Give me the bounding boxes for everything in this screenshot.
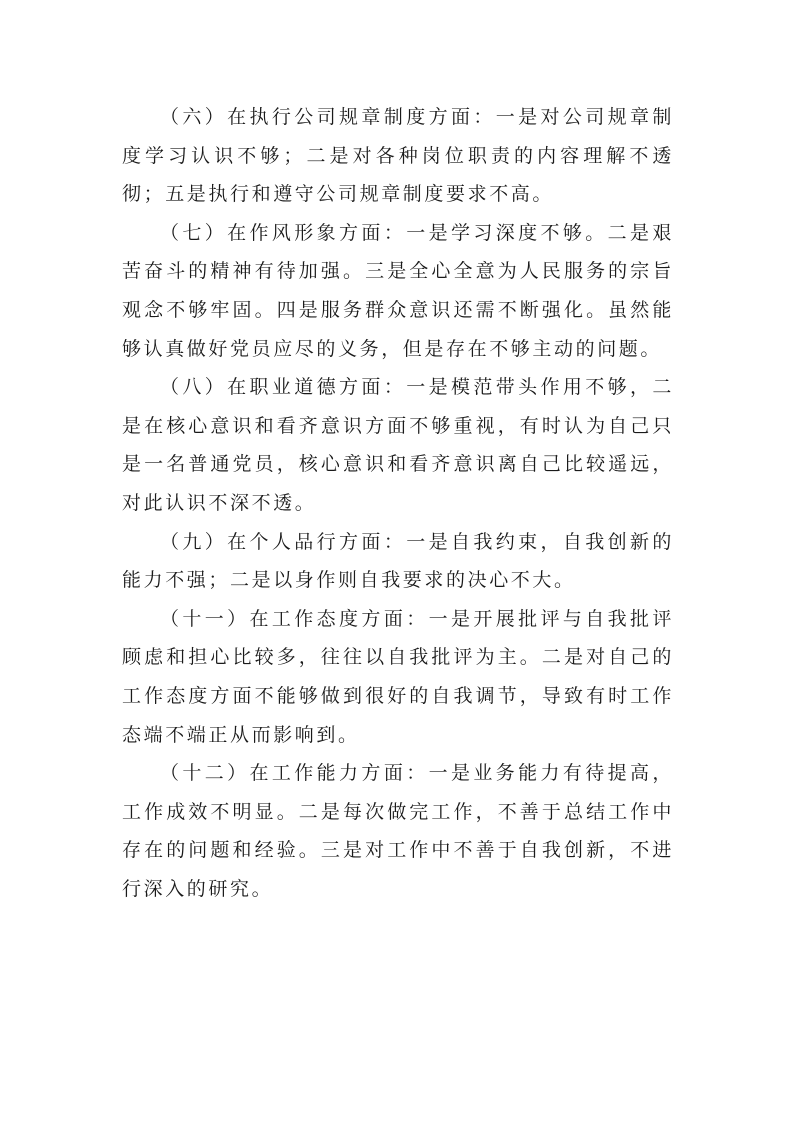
paragraph-work-attitude: （十一）在工作态度方面：一是开展批评与自我批评顾虑和担心比较多，往往以自我批评为主。二是对自己的工作态度方面不能够做到很好的自我调节，导致有时工作态端不端正从而影响到。 [122, 607, 674, 746]
paragraph-rules-compliance: （六）在执行公司规章制度方面：一是对公司规章制度学习认识不够；二是对各种岗位职责的内容理解不透彻；五是执行和遵守公司规章制度要求不高。 [122, 106, 674, 206]
document-body [122, 98, 674, 908]
paragraph-work-ability: （十二）在工作能力方面：一是业务能力有待提高，工作成效不明显。二是每次做完工作，不善于总结工作中存在的问题和经验。三是对工作中不善于自我创新，不进行深入的研究。 [122, 762, 674, 900]
paragraph-personal-conduct: （九）在个人品行方面：一是自我约束，自我创新的能力不强；二是以身作则自我要求的决心不大。 [122, 530, 674, 592]
paragraph-professional-ethics: （八）在职业道德方面：一是模范带头作用不够，二是在核心意识和看齐意识方面不够重视，有时认为自己只是一名普通党员，核心意识和看齐意识离自己比较遥远，对此认识不深不透。 [122, 376, 674, 514]
paragraph-work-style: （七）在作风形象方面：一是学习深度不够。二是艰苦奋斗的精神有待加强。三是全心全意为人民服务的宗旨观念不够牢固。四是服务群众意识还需不断强化。虽然能够认真做好党员应尽的义务，但是存在不够主动的问题。 [122, 221, 674, 360]
